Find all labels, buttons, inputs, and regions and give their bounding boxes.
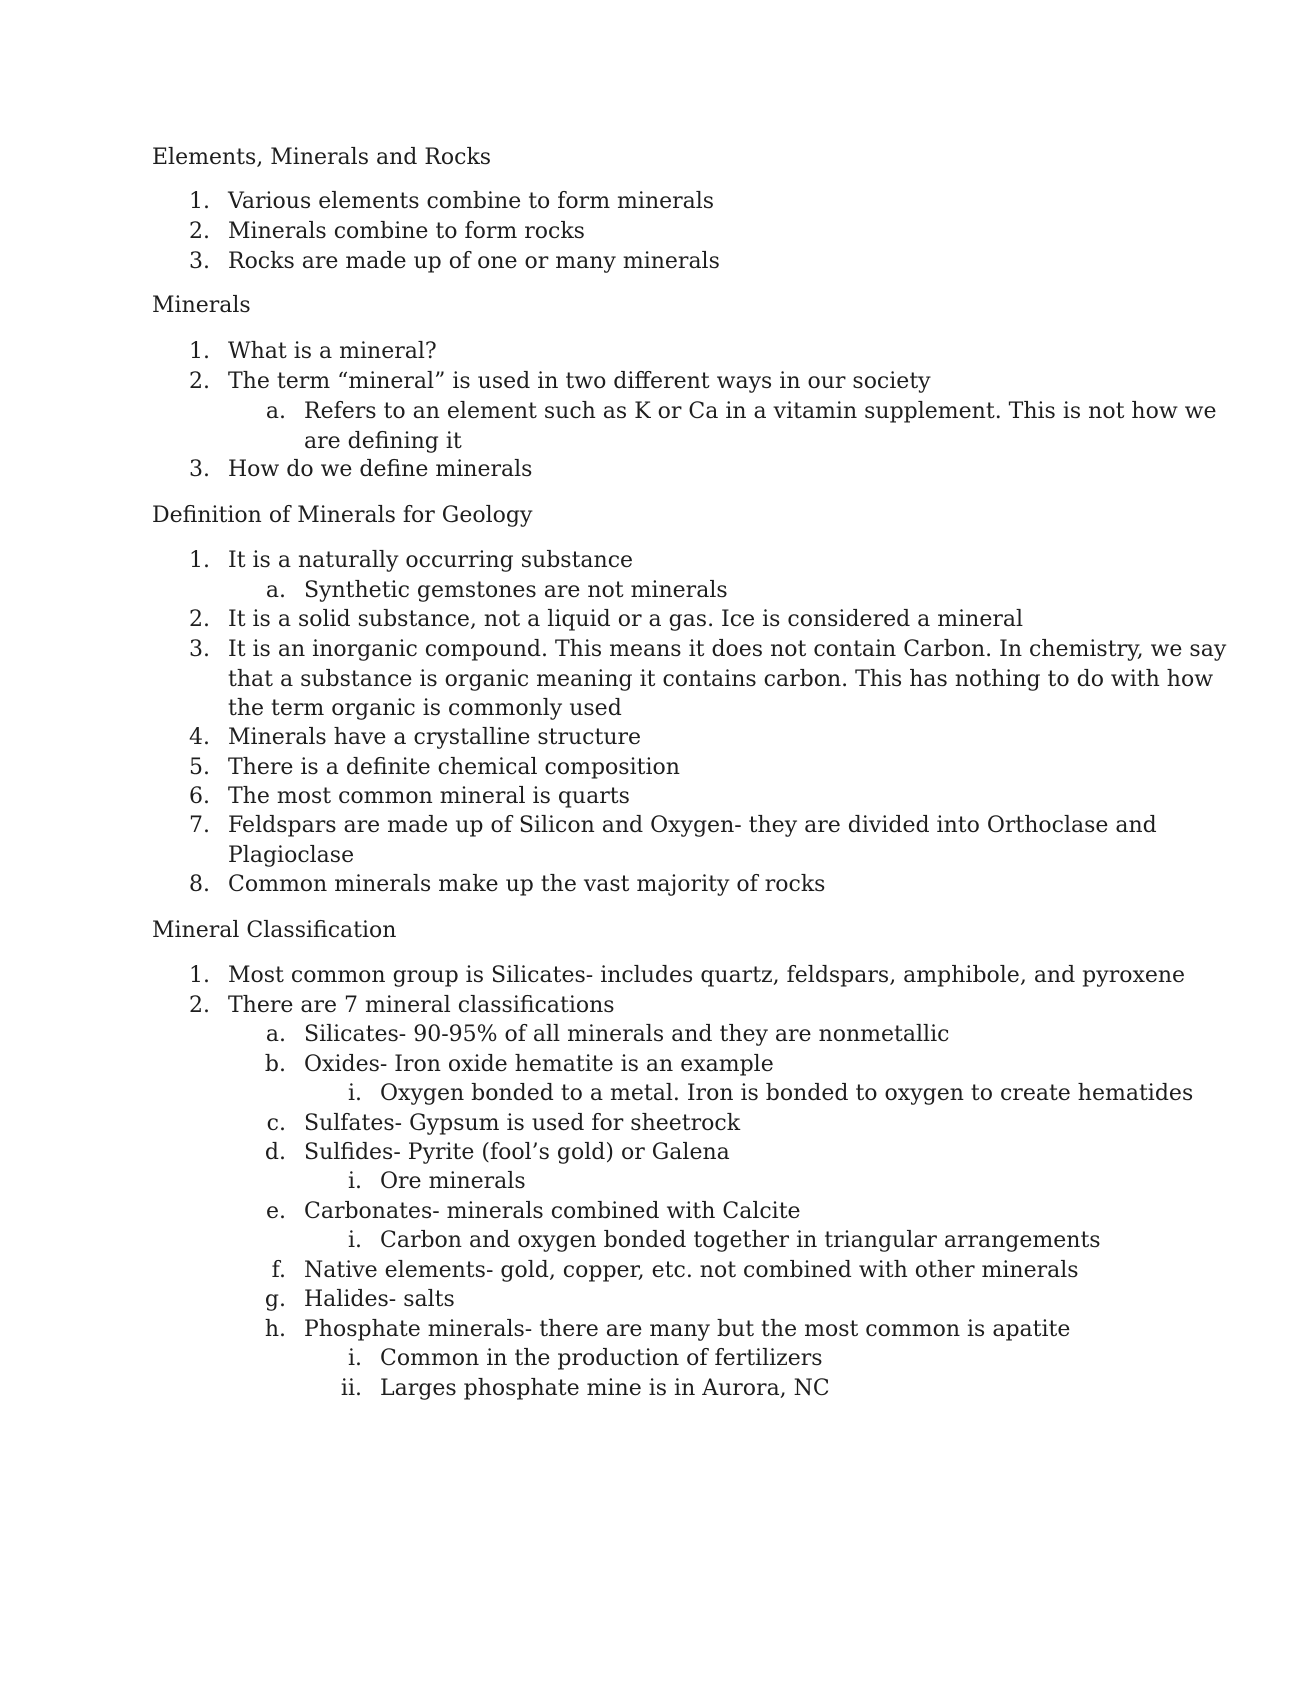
list-item-text: Carbonates- minerals combined with Calcite bbox=[304, 1199, 801, 1224]
list-marker: a. bbox=[265, 1022, 286, 1047]
list-item-text: Sulfides- Pyrite (fool’s gold) or Galena bbox=[304, 1140, 730, 1165]
list-item-text: are defining it bbox=[304, 429, 462, 454]
list-item-text: Common in the production of fertilizers bbox=[380, 1346, 823, 1371]
list-marker: i. bbox=[347, 1228, 362, 1253]
list-marker: d. bbox=[264, 1140, 286, 1165]
list-item-text: The most common mineral is quarts bbox=[228, 784, 630, 809]
list-marker: 2. bbox=[189, 369, 210, 394]
list-marker: 7. bbox=[189, 813, 210, 838]
list-item-text: The term “mineral” is used in two different ways in our society bbox=[228, 369, 931, 394]
list-item-text: It is a naturally occurring substance bbox=[228, 548, 634, 573]
list-marker: c. bbox=[266, 1111, 286, 1136]
list-marker: 2. bbox=[189, 219, 210, 244]
list-marker: g. bbox=[264, 1287, 286, 1312]
list-marker: 1. bbox=[189, 189, 210, 214]
list-item-text: There is a definite chemical composition bbox=[228, 755, 680, 780]
list-marker: e. bbox=[265, 1199, 286, 1224]
list-marker: ii. bbox=[340, 1376, 362, 1401]
list-item-text: the term organic is commonly used bbox=[228, 696, 622, 721]
list-marker: 1. bbox=[189, 339, 210, 364]
list-item-text: Plagioclase bbox=[228, 843, 355, 868]
list-marker: 3. bbox=[189, 457, 210, 482]
list-item-text: Rocks are made up of one or many minerals bbox=[228, 249, 720, 274]
list-marker: 5. bbox=[189, 755, 210, 780]
list-item-text: Carbon and oxygen bonded together in triangular arrangements bbox=[380, 1228, 1101, 1253]
list-item-text: Phosphate minerals- there are many but the most common is apatite bbox=[304, 1317, 1071, 1342]
list-item-text: Oxides- Iron oxide hematite is an example bbox=[304, 1052, 774, 1077]
list-marker: 2. bbox=[189, 607, 210, 632]
list-item-text: Feldspars are made up of Silicon and Oxygen- they are divided into Orthoclase and bbox=[228, 813, 1157, 838]
list-item-text: Synthetic gemstones are not minerals bbox=[304, 578, 728, 603]
list-item-text: Silicates- 90-95% of all minerals and they are nonmetallic bbox=[304, 1022, 950, 1047]
list-item-text: Common minerals make up the vast majority of rocks bbox=[228, 872, 826, 897]
list-item-text: Oxygen bonded to a metal. Iron is bonded to oxygen to create hematides bbox=[380, 1081, 1194, 1106]
section-heading: Minerals bbox=[152, 293, 251, 318]
list-marker: 1. bbox=[189, 963, 210, 988]
list-marker: a. bbox=[265, 578, 286, 603]
list-item-text: Minerals have a crystalline structure bbox=[228, 725, 642, 750]
list-marker: 3. bbox=[189, 637, 210, 662]
list-marker: a. bbox=[265, 399, 286, 424]
list-item-text: How do we define minerals bbox=[228, 457, 533, 482]
list-item-text: There are 7 mineral classifications bbox=[228, 993, 615, 1018]
list-marker: 4. bbox=[189, 725, 210, 750]
section-heading: Elements, Minerals and Rocks bbox=[152, 145, 492, 170]
list-item-text: It is a solid substance, not a liquid or a gas. Ice is considered a mineral bbox=[228, 607, 1024, 632]
list-marker: h. bbox=[264, 1317, 286, 1342]
list-item-text: It is an inorganic compound. This means it does not contain Carbon. In chemistry, we say bbox=[228, 637, 1227, 662]
list-item-text: Native elements- gold, copper, etc. not combined with other minerals bbox=[304, 1258, 1079, 1283]
list-marker: 6. bbox=[189, 784, 210, 809]
list-item-text: Various elements combine to form minerals bbox=[228, 189, 715, 214]
section-heading: Definition of Minerals for Geology bbox=[152, 503, 533, 528]
list-item-text: Minerals combine to form rocks bbox=[228, 219, 585, 244]
list-item-text: Halides- salts bbox=[304, 1287, 455, 1312]
list-marker: f. bbox=[271, 1258, 286, 1283]
list-marker: b. bbox=[264, 1052, 286, 1077]
list-item-text: Ore minerals bbox=[380, 1169, 526, 1194]
list-item-text: Larges phosphate mine is in Aurora, NC bbox=[380, 1376, 830, 1401]
list-marker: 1. bbox=[189, 548, 210, 573]
list-marker: i. bbox=[347, 1169, 362, 1194]
list-item-text: Sulfates- Gypsum is used for sheetrock bbox=[304, 1111, 741, 1136]
section-heading: Mineral Classification bbox=[152, 918, 397, 943]
list-item-text: What is a mineral? bbox=[228, 339, 437, 364]
list-item-text: Refers to an element such as K or Ca in a vitamin supplement. This is not how we bbox=[304, 399, 1217, 424]
list-item-text: that a substance is organic meaning it contains carbon. This has nothing to do with how bbox=[228, 667, 1214, 692]
list-marker: i. bbox=[347, 1081, 362, 1106]
list-marker: 3. bbox=[189, 249, 210, 274]
list-marker: 2. bbox=[189, 993, 210, 1018]
list-marker: i. bbox=[347, 1346, 362, 1371]
list-item-text: Most common group is Silicates- includes quartz, feldspars, amphibole, and pyroxene bbox=[228, 963, 1186, 988]
list-marker: 8. bbox=[189, 872, 210, 897]
